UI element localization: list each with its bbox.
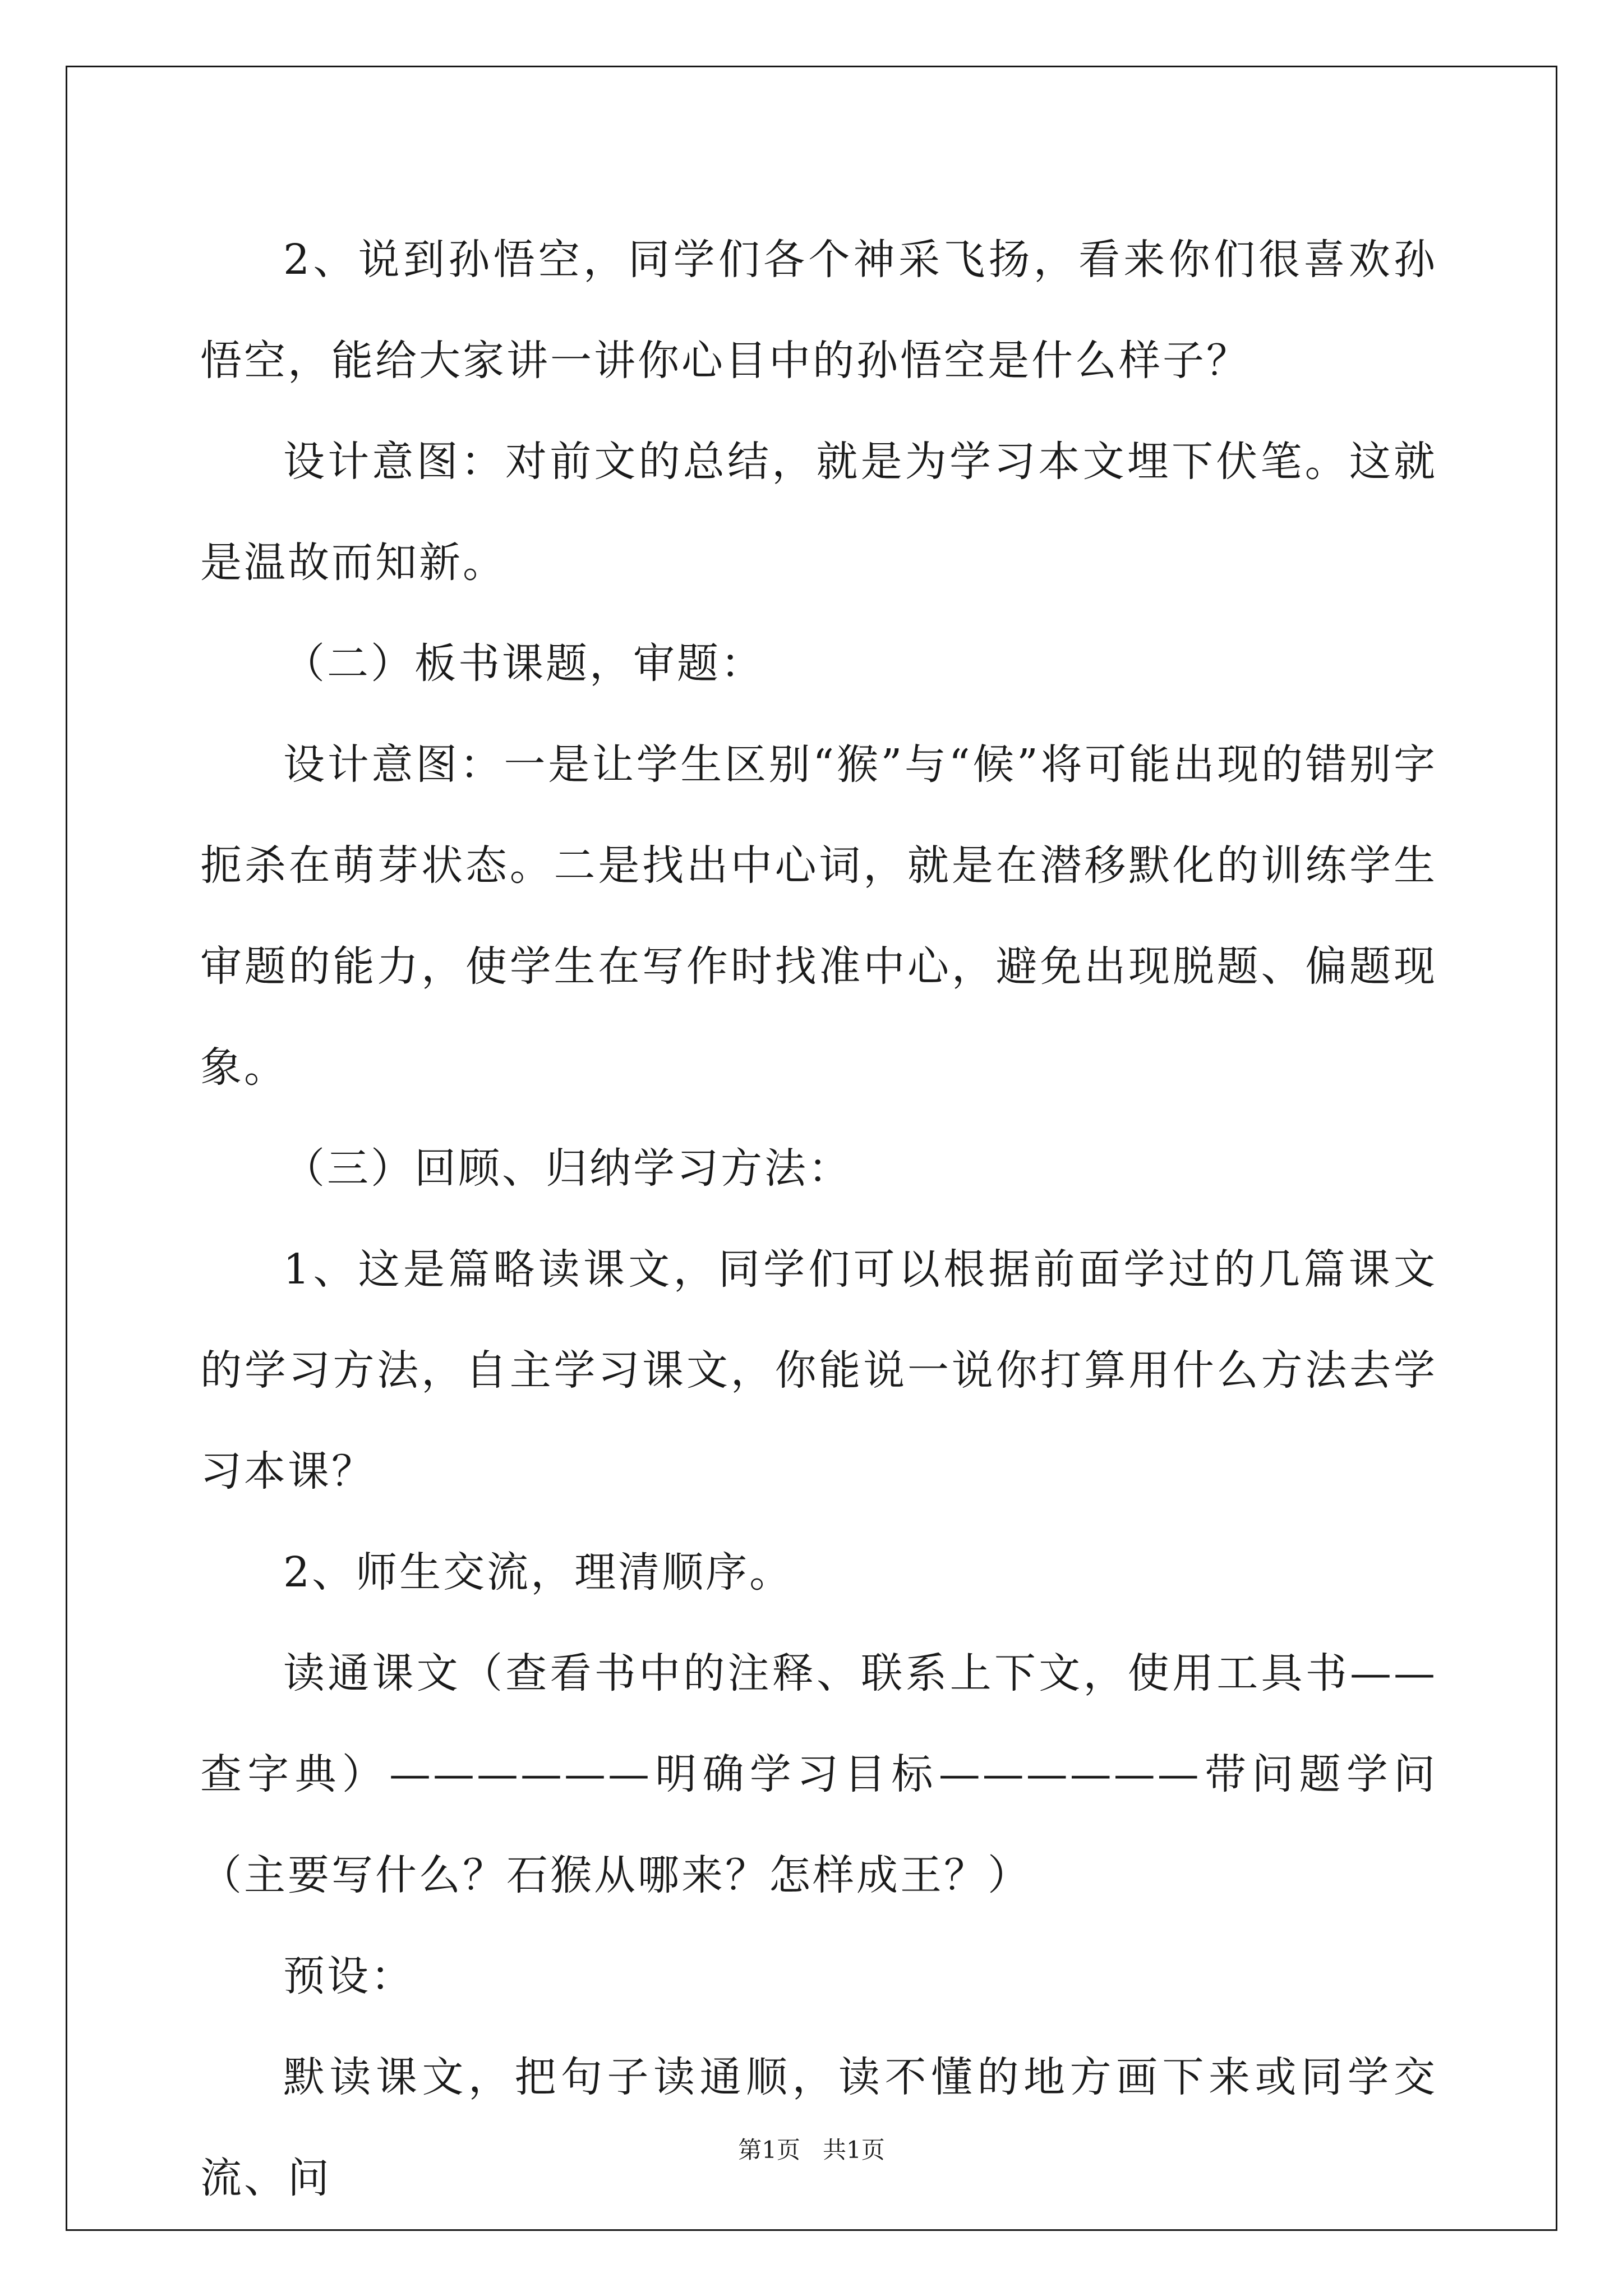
paragraph-question-sun-wukong: 2、说到孙悟空，同学们各个神采飞扬，看来你们很喜欢孙悟空，能给大家讲一讲你心目中的孙悟空是什么样子？ bbox=[200, 236, 1437, 385]
page-footer bbox=[0, 2132, 1623, 2165]
paragraph-exchange: 2、师生交流，理清顺序。 bbox=[283, 1548, 794, 1596]
paragraph-reading-method: 1、这是篇略读课文，同学们可以根据前面学过的几篇课文的学习方法，自主学习课文，你能说一说你打算用什么方法去学习本课？ bbox=[200, 1245, 1437, 1496]
paragraph-preset-label: 预设： bbox=[283, 1952, 414, 2000]
section-heading-3: （三）回顾、归纳学习方法： bbox=[283, 1144, 852, 1193]
paragraph-silent-reading: 默读课文，把句子读通顺，读不懂的地方画下来或同学交流、问 bbox=[200, 2053, 1437, 2202]
section-heading-2: （二）板书课题，审题： bbox=[283, 639, 764, 688]
paragraph-reading-steps: 读通课文（查看书中的注释、联系上下文，使用工具书——查字典）——————明确学习目标——————带问题学问（主要写什么？石猴从哪来？怎样成王？） bbox=[200, 1649, 1437, 1899]
paragraph-design-intent-1: 设计意图：对前文的总结，就是为学习本文埋下伏笔。这就是温故而知新。 bbox=[200, 438, 1437, 587]
paragraph-design-intent-2: 设计意图：一是让学生区别“猴”与“候”将可能出现的错别字扼杀在萌芽状态。二是找出中心词，就是在潜移默化的训练学生审题的能力，使学生在写作时找准中心，避免出现脱题、偏题现象。 bbox=[200, 740, 1437, 1092]
document-body bbox=[200, 209, 1437, 2229]
page-total: 共1页 bbox=[823, 2136, 885, 2164]
page-number: 第1页 bbox=[738, 2136, 800, 2164]
